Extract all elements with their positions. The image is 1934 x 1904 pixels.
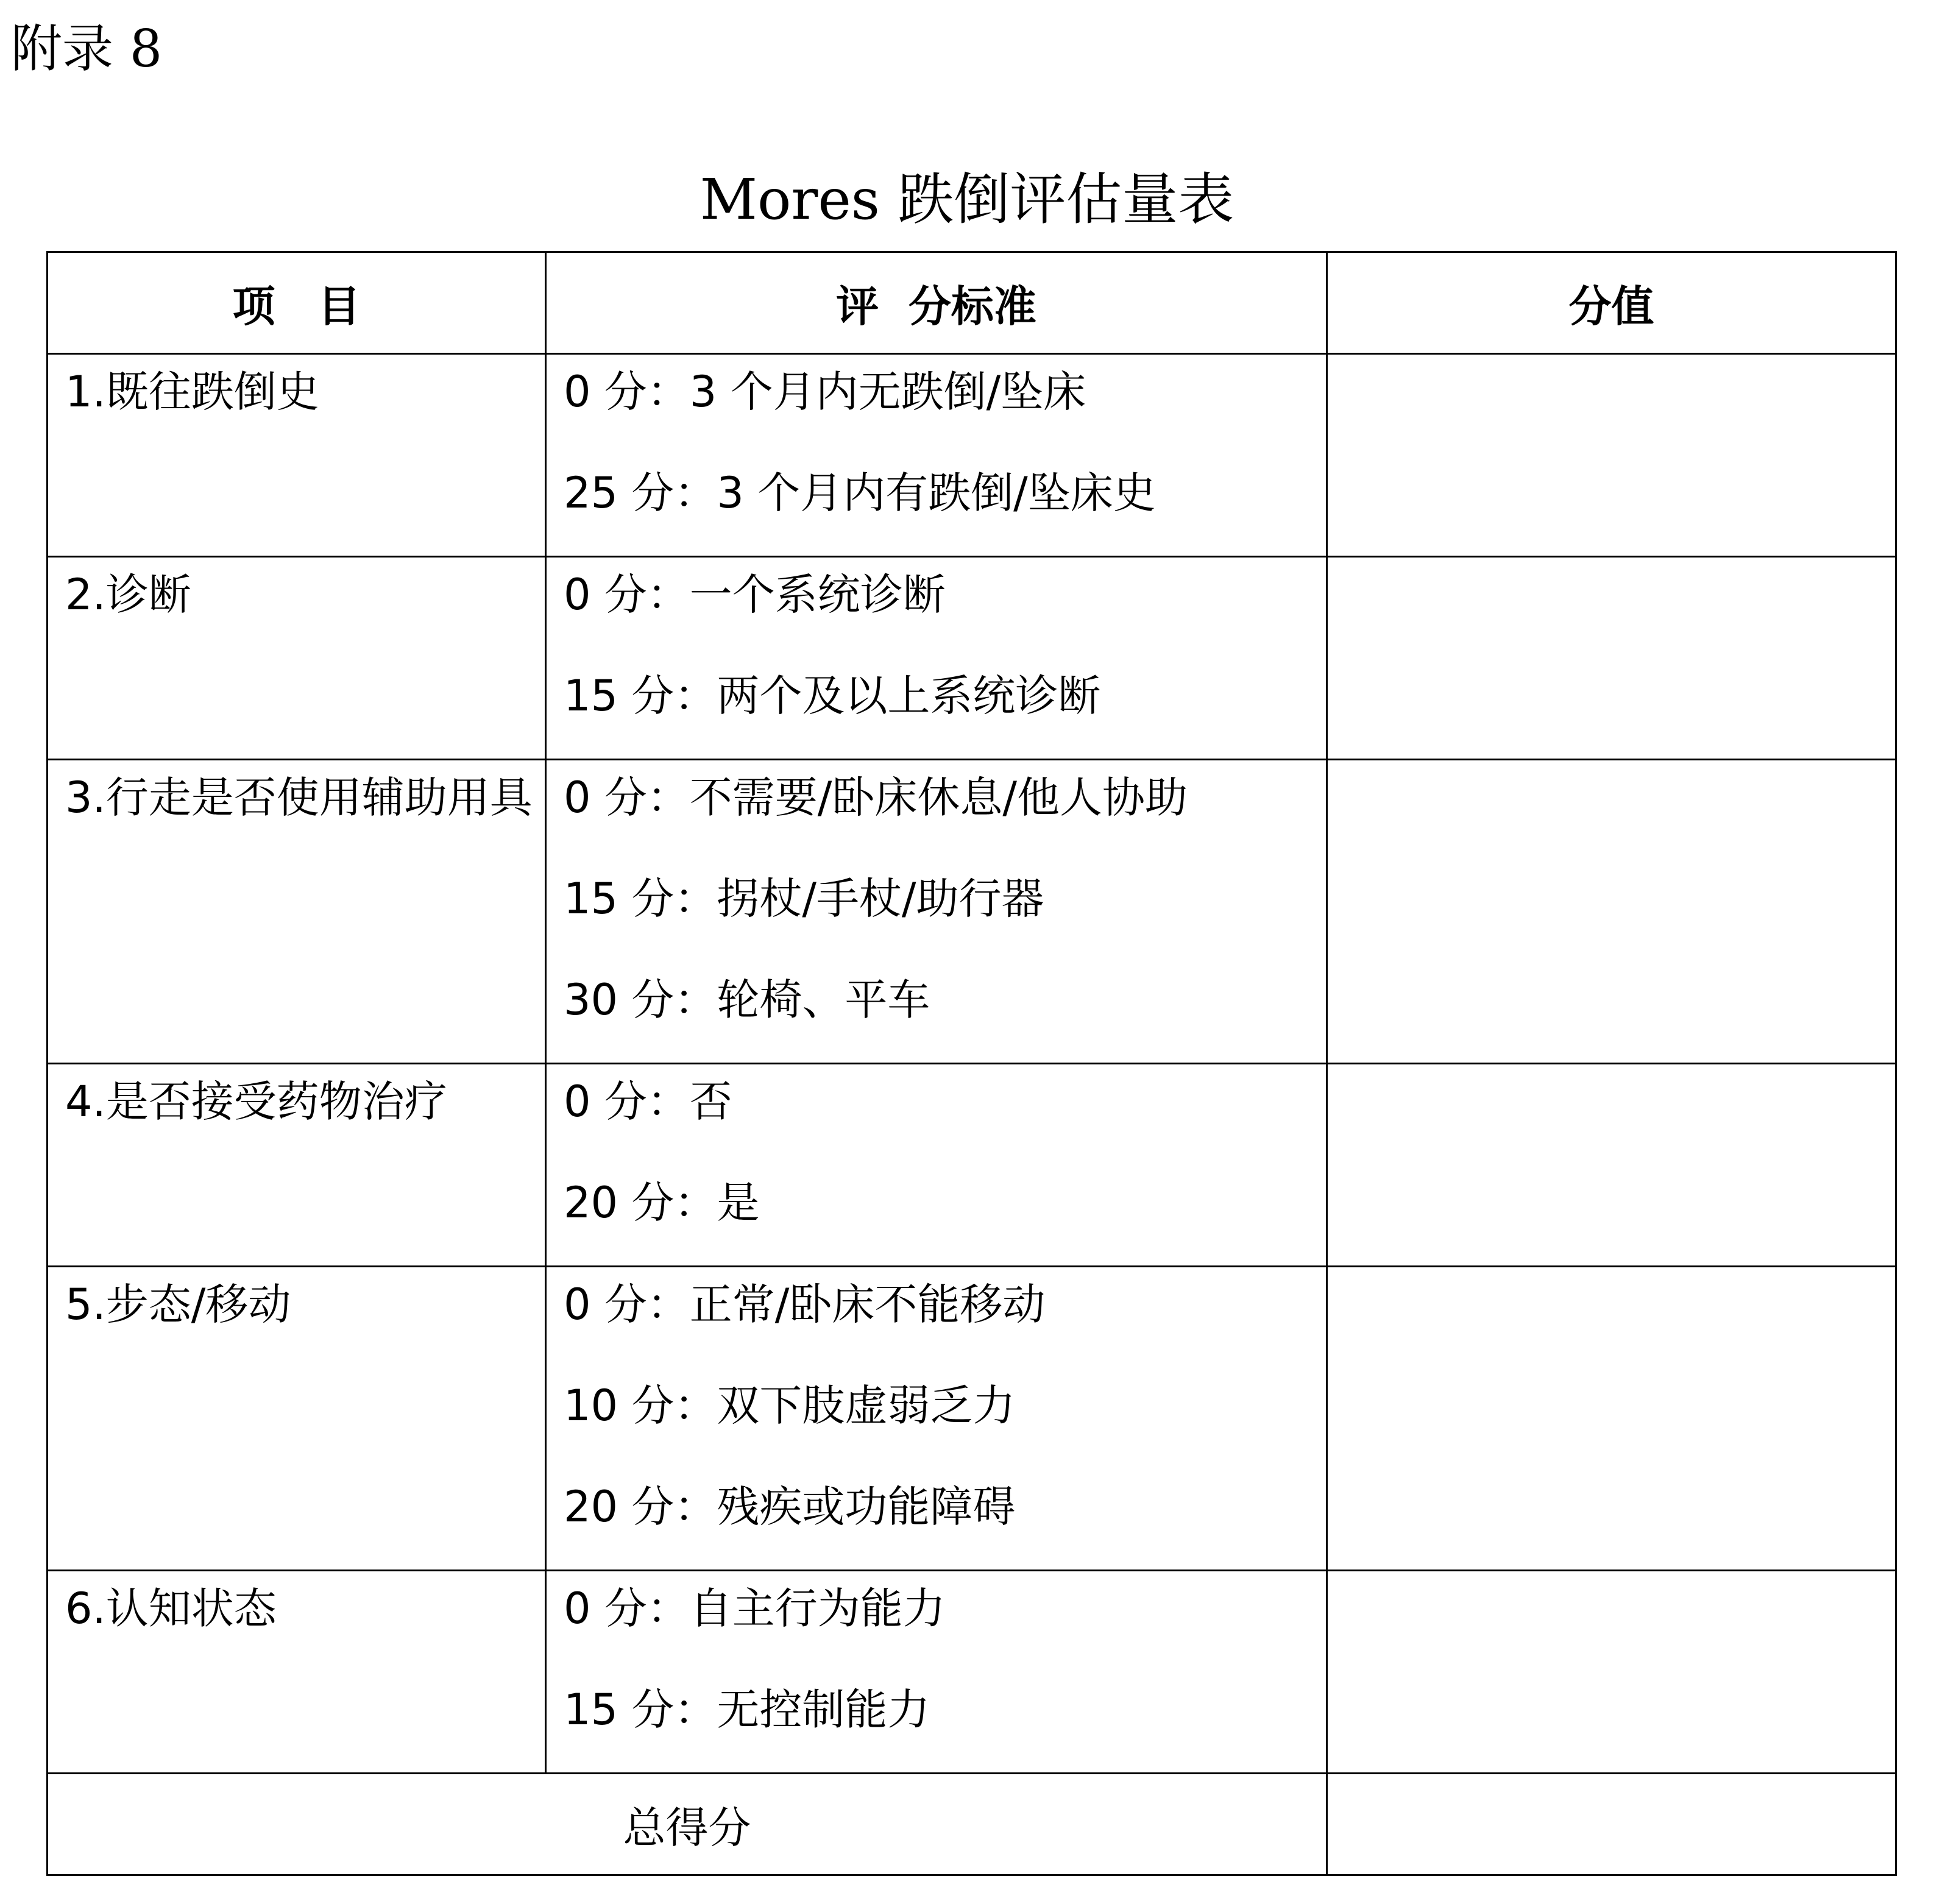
appendix-label: 附录 8 <box>11 19 163 79</box>
header-criteria: 评 分标准 <box>546 252 1327 354</box>
total-label: 总得分 <box>48 1774 1327 1875</box>
criteria-line: 0 分：否 <box>564 1077 732 1127</box>
table-row <box>48 354 1896 557</box>
item-label: 1.既往跌倒史 <box>65 367 319 417</box>
table-row <box>48 1267 1896 1571</box>
total-row <box>48 1774 1896 1875</box>
item-label: 3.行走是否使用辅助用具 <box>65 773 533 823</box>
score-cell[interactable] <box>1327 1571 1896 1774</box>
criteria-line: 0 分：正常/卧床不能移动 <box>564 1279 1046 1329</box>
item-label: 4.是否接受药物治疗 <box>65 1077 447 1127</box>
table-row <box>48 760 1896 1064</box>
header-score: 分值 <box>1327 252 1896 354</box>
score-cell[interactable] <box>1327 557 1896 760</box>
criteria-line: 0 分：自主行为能力 <box>564 1584 946 1633</box>
table-row <box>48 1571 1896 1774</box>
total-score-cell[interactable] <box>1327 1774 1896 1875</box>
criteria-line: 25 分：3 个月内有跌倒/坠床史 <box>564 468 1156 518</box>
criteria-line: 15 分：拐杖/手杖/助行器 <box>564 874 1044 924</box>
header-item: 项 目 <box>48 252 546 354</box>
criteria-line: 20 分：残疾或功能障碍 <box>564 1482 1016 1532</box>
table-row <box>48 1064 1896 1267</box>
criteria-line: 0 分：不需要/卧床休息/他人协助 <box>564 773 1188 823</box>
table-row <box>48 557 1896 760</box>
criteria-line: 30 分：轮椅、平车 <box>564 975 930 1025</box>
fall-assessment-table <box>46 251 1897 1876</box>
page-title: Mores 跌倒评估量表 <box>700 167 1234 232</box>
score-cell[interactable] <box>1327 760 1896 1064</box>
score-cell[interactable] <box>1327 1064 1896 1267</box>
score-cell[interactable] <box>1327 354 1896 557</box>
item-label: 2.诊断 <box>65 570 191 620</box>
item-label: 6.认知状态 <box>65 1584 277 1633</box>
item-label: 5.步态/移动 <box>65 1279 291 1329</box>
criteria-line: 10 分：双下肢虚弱乏力 <box>564 1381 1016 1431</box>
criteria-line: 20 分：是 <box>564 1178 760 1228</box>
criteria-line: 0 分：3 个月内无跌倒/坠床 <box>564 367 1086 417</box>
score-cell[interactable] <box>1327 1267 1896 1571</box>
criteria-line: 15 分：两个及以上系统诊断 <box>564 671 1101 721</box>
criteria-line: 15 分：无控制能力 <box>564 1685 930 1735</box>
criteria-line: 0 分：一个系统诊断 <box>564 570 946 620</box>
